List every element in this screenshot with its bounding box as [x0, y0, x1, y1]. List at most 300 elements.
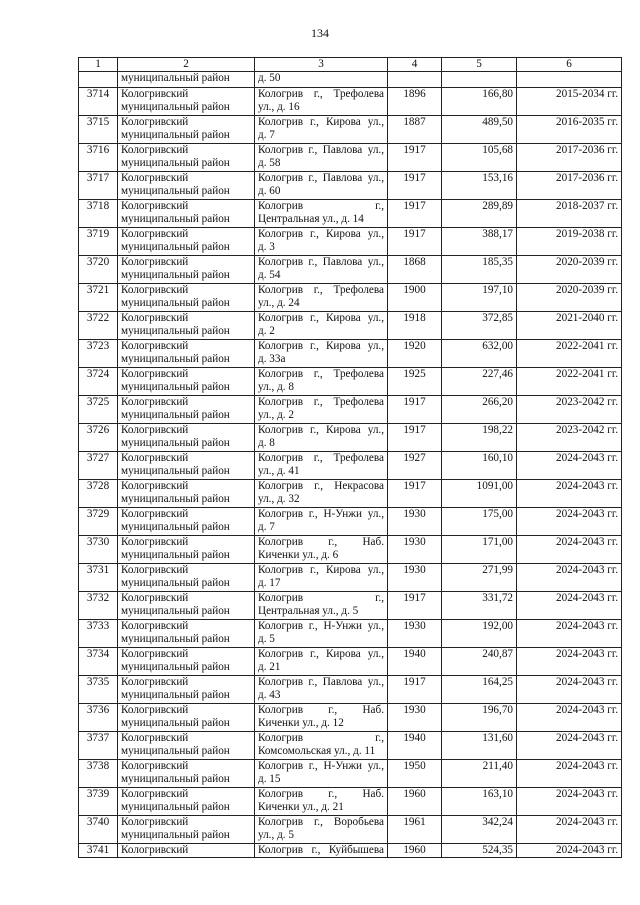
row-number-cell: 3717 [79, 172, 118, 200]
year-cell [388, 72, 442, 88]
row-number-cell: 3735 [79, 676, 118, 704]
period-cell: 2024-2043 гг. [517, 592, 622, 620]
period-cell: 2024-2043 гг. [517, 536, 622, 564]
municipality-cell [118, 620, 255, 648]
address-line-1: Кологрив г., Трефолева [258, 368, 384, 380]
address-cell [255, 760, 388, 788]
row-number-cell: 3733 [79, 620, 118, 648]
area-cell: 227,46 [442, 368, 517, 396]
municipality-cell [118, 564, 255, 592]
area-cell: 131,60 [442, 732, 517, 760]
municipality-cell [118, 424, 255, 452]
row-number-cell: 3739 [79, 788, 118, 816]
row-number-cell: 3741 [79, 844, 118, 858]
municipality-line-1: Кологривский [121, 340, 189, 352]
address-line-1: Кологрив г., Н-Унжи ул., [258, 760, 384, 772]
header-col-4: 4 [388, 58, 442, 72]
address-line-1: Кологрив г., [258, 592, 384, 604]
municipality-line-2: муниципальный район [121, 213, 230, 225]
row-number-cell: 3737 [79, 732, 118, 760]
period-cell: 2020-2039 гг. [517, 284, 622, 312]
row-number-cell: 3715 [79, 116, 118, 144]
table-row [79, 368, 622, 396]
municipality-cell [118, 452, 255, 480]
address-line-2: ул., д. 24 [258, 297, 300, 309]
address-cell [255, 704, 388, 732]
municipality-line-2: муниципальный район [121, 157, 230, 169]
municipality-cell [118, 648, 255, 676]
municipality-line-1: Кологривский [121, 172, 189, 184]
municipality-line-2: муниципальный район [121, 773, 230, 785]
municipality-line-1: Кологривский [121, 592, 189, 604]
municipality-cell [118, 88, 255, 116]
row-number-cell: 3719 [79, 228, 118, 256]
address-cell [255, 88, 388, 116]
row-number-cell: 3729 [79, 508, 118, 536]
address-line-1: Кологрив г., [258, 200, 384, 212]
address-line-2: Центральная ул., д. 5 [258, 605, 359, 617]
year-cell: 1960 [388, 788, 442, 816]
address-line-2: д. 33а [258, 353, 286, 365]
table-row [79, 172, 622, 200]
municipality-line-2: муниципальный район [121, 689, 230, 701]
address-line-1: Кологрив г., Кирова ул., [258, 116, 384, 128]
period-cell: 2023-2042 гг. [517, 424, 622, 452]
address-line-1: Кологрив г., Некрасова [258, 480, 384, 492]
table-row [79, 480, 622, 508]
table-row [79, 844, 622, 858]
period-cell: 2017-2036 гг. [517, 172, 622, 200]
period-cell: 2024-2043 гг. [517, 480, 622, 508]
address-line-2: ул., д. 8 [258, 381, 294, 393]
address-line-1: Кологрив г., Трефолева [258, 284, 384, 296]
address-line-2: ул., д. 2 [258, 409, 294, 421]
area-cell: 372,85 [442, 312, 517, 340]
address-cell [255, 676, 388, 704]
address-line-2: Комсомольская ул., д. 11 [258, 745, 376, 757]
year-cell: 1917 [388, 396, 442, 424]
period-cell: 2024-2043 гг. [517, 676, 622, 704]
table-row [79, 536, 622, 564]
year-cell: 1917 [388, 480, 442, 508]
period-cell: 2022-2041 гг. [517, 368, 622, 396]
period-cell [517, 72, 622, 88]
municipality-line-1: Кологривский [121, 312, 189, 324]
area-cell: 192,00 [442, 620, 517, 648]
year-cell: 1930 [388, 620, 442, 648]
year-cell: 1960 [388, 844, 442, 858]
municipality-line-1: Кологривский [121, 788, 189, 800]
address-line-1: Кологрив г., [258, 732, 384, 744]
housing-register-table [78, 57, 622, 858]
address-line-2: Центральная ул., д. 14 [258, 213, 364, 225]
address-line-1: Кологрив г., Кирова ул., [258, 340, 384, 352]
address-line-2: д. 2 [258, 325, 275, 337]
table-row [79, 284, 622, 312]
municipality-cell: Кологривский [118, 844, 255, 858]
municipality-line-2: муниципальный район [121, 549, 230, 561]
period-cell: 2024-2043 гг. [517, 732, 622, 760]
municipality-cell [118, 592, 255, 620]
continued-row [79, 72, 622, 88]
year-cell: 1917 [388, 200, 442, 228]
address-line-2: д. 17 [258, 577, 281, 589]
address-cell [255, 312, 388, 340]
municipality-cell [118, 704, 255, 732]
municipality-line-2: муниципальный район [121, 297, 230, 309]
year-cell: 1930 [388, 508, 442, 536]
address-cell [255, 396, 388, 424]
municipality-line-2: муниципальный район [121, 633, 230, 645]
municipality-line-1: Кологривский [121, 368, 189, 380]
address-line-1: Кологрив г., Трефолева [258, 396, 384, 408]
header-col-6: 6 [517, 58, 622, 72]
municipality-line-2: муниципальный район [121, 577, 230, 589]
area-cell: 153,16 [442, 172, 517, 200]
address-line-1: Кологрив г., Воробьева [258, 816, 384, 828]
address-line-1: Кологрив г., Трефолева [258, 88, 384, 100]
municipality-cell [118, 508, 255, 536]
municipality-line-2: муниципальный район [121, 185, 230, 197]
municipality-cell [118, 144, 255, 172]
area-cell: 196,70 [442, 704, 517, 732]
address-line-2: д. 15 [258, 773, 281, 785]
period-cell: 2024-2043 гг. [517, 816, 622, 844]
area-cell: 342,24 [442, 816, 517, 844]
row-number-cell: 3740 [79, 816, 118, 844]
municipality-line-1: Кологривский [121, 424, 189, 436]
area-cell: 632,00 [442, 340, 517, 368]
period-cell: 2024-2043 гг. [517, 620, 622, 648]
address-line-1: Кологрив г., Кирова ул., [258, 648, 384, 660]
municipality-cell [118, 116, 255, 144]
table-row [79, 88, 622, 116]
area-cell: 388,17 [442, 228, 517, 256]
municipality-line-1: Кологривский [121, 760, 189, 772]
municipality-cell [118, 172, 255, 200]
municipality-line-2: муниципальный район [121, 465, 230, 477]
row-number-cell: 3734 [79, 648, 118, 676]
header-col-1: 1 [79, 58, 118, 72]
municipality-line-2: муниципальный район [121, 241, 230, 253]
table-row [79, 676, 622, 704]
area-cell: 166,80 [442, 88, 517, 116]
address-cell [255, 508, 388, 536]
row-number-cell: 3724 [79, 368, 118, 396]
address-line-1: Кологрив г., Наб. [258, 788, 384, 800]
area-cell: 271,99 [442, 564, 517, 592]
address-cell [255, 452, 388, 480]
municipality-line-1: Кологривский [121, 200, 189, 212]
row-number-cell: 3730 [79, 536, 118, 564]
table-row [79, 620, 622, 648]
municipality-cell [118, 200, 255, 228]
area-cell: 1091,00 [442, 480, 517, 508]
address-line-2: д. 7 [258, 521, 275, 533]
address-line-2: д. 43 [258, 689, 281, 701]
municipality-line-1: Кологривский [121, 88, 189, 100]
area-cell: 211,40 [442, 760, 517, 788]
table-row [79, 396, 622, 424]
address-line-2: д. 8 [258, 437, 275, 449]
address-cell [255, 564, 388, 592]
year-cell: 1868 [388, 256, 442, 284]
address-cell [255, 284, 388, 312]
table-row [79, 228, 622, 256]
year-cell: 1920 [388, 340, 442, 368]
municipality-cell [118, 256, 255, 284]
area-cell: 266,20 [442, 396, 517, 424]
area-cell: 175,00 [442, 508, 517, 536]
row-number-cell: 3726 [79, 424, 118, 452]
address-line-1: Кологрив г., Куйбышева [258, 844, 384, 856]
address-line-1: Кологрив г., Н-Унжи ул., [258, 508, 384, 520]
table-header-row [79, 58, 622, 72]
municipality-cell [118, 760, 255, 788]
year-cell: 1917 [388, 172, 442, 200]
address-line-2: д. 58 [258, 157, 281, 169]
municipality-line-1: Кологривский [121, 676, 189, 688]
address-line-2: ул., д. 16 [258, 101, 300, 113]
year-cell: 1917 [388, 144, 442, 172]
header-col-3: 3 [255, 58, 388, 72]
municipality-line-1: Кологривский [121, 564, 189, 576]
year-cell: 1917 [388, 228, 442, 256]
table-row [79, 592, 622, 620]
area-cell: 524,35 [442, 844, 517, 858]
table-row [79, 424, 622, 452]
address-line-2: ул., д. 5 [258, 829, 294, 841]
address-cell [255, 228, 388, 256]
address-cell [255, 340, 388, 368]
municipality-line-2: муниципальный район [121, 493, 230, 505]
row-number-cell: 3725 [79, 396, 118, 424]
period-cell: 2017-2036 гг. [517, 144, 622, 172]
municipality-line-1: Кологривский [121, 732, 189, 744]
municipality-line-1: Кологривский [121, 228, 189, 240]
year-cell: 1961 [388, 816, 442, 844]
table-row [79, 760, 622, 788]
address-cell [255, 480, 388, 508]
period-cell: 2015-2034 гг. [517, 88, 622, 116]
municipality-line-1: Кологривский [121, 704, 189, 716]
municipality-line-1: Кологривский [121, 396, 189, 408]
address-line-1: Кологрив г., Н-Унжи ул., [258, 620, 384, 632]
row-number-cell: 3736 [79, 704, 118, 732]
municipality-cell [118, 480, 255, 508]
table-row [79, 648, 622, 676]
municipality-line-2: муниципальный район [121, 129, 230, 141]
address-cell [255, 592, 388, 620]
address-cell: д. 50 [255, 72, 388, 88]
row-number-cell: 3721 [79, 284, 118, 312]
row-number-cell: 3728 [79, 480, 118, 508]
period-cell: 2022-2041 гг. [517, 340, 622, 368]
address-cell [255, 200, 388, 228]
municipality-cell [118, 816, 255, 844]
period-cell: 2024-2043 гг. [517, 648, 622, 676]
period-cell: 2018-2037 гг. [517, 200, 622, 228]
address-cell [255, 648, 388, 676]
period-cell: 2023-2042 гг. [517, 396, 622, 424]
table-row [79, 312, 622, 340]
area-cell: 289,89 [442, 200, 517, 228]
municipality-cell [118, 284, 255, 312]
row-number-cell: 3718 [79, 200, 118, 228]
table-row [79, 704, 622, 732]
period-cell: 2024-2043 гг. [517, 844, 622, 858]
row-number-cell: 3722 [79, 312, 118, 340]
address-line-2: д. 21 [258, 661, 281, 673]
row-number-cell: 3720 [79, 256, 118, 284]
address-line-1: Кологрив г., Кирова ул., [258, 424, 384, 436]
address-line-1: Кологрив г., Кирова ул., [258, 228, 384, 240]
year-cell: 1917 [388, 424, 442, 452]
area-cell: 164,25 [442, 676, 517, 704]
address-cell [255, 368, 388, 396]
municipality-cell [118, 368, 255, 396]
address-line-1: Кологрив г., Кирова ул., [258, 312, 384, 324]
address-line-2: ул., д. 41 [258, 465, 300, 477]
municipality-line-1: Кологривский [121, 452, 189, 464]
year-cell: 1917 [388, 676, 442, 704]
address-line-2: д. 7 [258, 129, 275, 141]
municipality-line-1: Кологривский [121, 256, 189, 268]
year-cell: 1930 [388, 704, 442, 732]
address-line-1: Кологрив г., Павлова ул., [258, 144, 384, 156]
period-cell: 2024-2043 гг. [517, 564, 622, 592]
area-cell: 198,22 [442, 424, 517, 452]
row-number-cell: 3727 [79, 452, 118, 480]
address-line-2: д. 5 [258, 633, 275, 645]
area-cell: 105,68 [442, 144, 517, 172]
table-row [79, 452, 622, 480]
municipality-cell [118, 676, 255, 704]
municipality-line-2: муниципальный район [121, 409, 230, 421]
municipality-line-2: муниципальный район [121, 801, 230, 813]
municipality-line-1: Кологривский [121, 116, 189, 128]
municipality-cell [118, 732, 255, 760]
period-cell: 2021-2040 гг. [517, 312, 622, 340]
address-cell [255, 536, 388, 564]
table-row [79, 564, 622, 592]
municipality-line-1: Кологривский [121, 480, 189, 492]
area-cell: 160,10 [442, 452, 517, 480]
municipality-line-1: Кологривский [121, 620, 189, 632]
municipality-line-2: муниципальный район [121, 325, 230, 337]
area-cell: 331,72 [442, 592, 517, 620]
municipality-cell [118, 228, 255, 256]
address-cell [255, 816, 388, 844]
municipality-line-2: муниципальный район [121, 521, 230, 533]
area-cell: 171,00 [442, 536, 517, 564]
municipality-line-1: Кологривский [121, 648, 189, 660]
address-cell [255, 256, 388, 284]
municipality-line-2: муниципальный район [121, 101, 230, 113]
area-cell [442, 72, 517, 88]
year-cell: 1930 [388, 536, 442, 564]
area-cell: 197,10 [442, 284, 517, 312]
municipality-line-1: Кологривский [121, 284, 189, 296]
row-number-cell: 3714 [79, 88, 118, 116]
period-cell: 2024-2043 гг. [517, 788, 622, 816]
address-line-2: д. 60 [258, 185, 281, 197]
address-cell [255, 424, 388, 452]
address-line-1: Кологрив г., Кирова ул., [258, 564, 384, 576]
municipality-cell [118, 536, 255, 564]
address-line-2: Киченки ул., д. 21 [258, 801, 344, 813]
municipality-cell [118, 788, 255, 816]
table-row [79, 340, 622, 368]
period-cell: 2016-2035 гг. [517, 116, 622, 144]
table-row [79, 256, 622, 284]
year-cell: 1930 [388, 564, 442, 592]
municipality-cell [118, 396, 255, 424]
area-cell: 489,50 [442, 116, 517, 144]
table-row [79, 200, 622, 228]
year-cell: 1940 [388, 648, 442, 676]
period-cell: 2024-2043 гг. [517, 760, 622, 788]
year-cell: 1927 [388, 452, 442, 480]
municipality-line-1: Кологривский [121, 536, 189, 548]
address-cell [255, 732, 388, 760]
municipality-line-2: муниципальный район [121, 661, 230, 673]
address-line-2: д. 3 [258, 241, 275, 253]
year-cell: 1950 [388, 760, 442, 788]
municipality-line-2: муниципальный район [121, 381, 230, 393]
row-number-cell: 3738 [79, 760, 118, 788]
row-number-cell [79, 72, 118, 88]
table-row [79, 508, 622, 536]
row-number-cell: 3716 [79, 144, 118, 172]
address-line-1: Кологрив г., Трефолева [258, 452, 384, 464]
municipality-cell [118, 312, 255, 340]
period-cell: 2020-2039 гг. [517, 256, 622, 284]
address-line-1: Кологрив г., Наб. [258, 536, 384, 548]
address-line-1: Кологрив г., Павлова ул., [258, 676, 384, 688]
address-line-2: Киченки ул., д. 12 [258, 717, 344, 729]
address-cell [255, 172, 388, 200]
municipality-line-2: муниципальный район [121, 605, 230, 617]
year-cell: 1925 [388, 368, 442, 396]
municipality-line-1: Кологривский [121, 508, 189, 520]
address-cell [255, 116, 388, 144]
address-line-1: Кологрив г., Павлова ул., [258, 256, 384, 268]
address-cell [255, 788, 388, 816]
address-cell [255, 844, 388, 858]
municipality-line-1: Кологривский [121, 816, 189, 828]
period-cell: 2024-2043 гг. [517, 508, 622, 536]
municipality-line-2: муниципальный район [121, 829, 230, 841]
header-col-5: 5 [442, 58, 517, 72]
municipality-line-2: муниципальный район [121, 269, 230, 281]
table-row [79, 788, 622, 816]
year-cell: 1887 [388, 116, 442, 144]
municipality-line-2: муниципальный район [121, 437, 230, 449]
row-number-cell: 3732 [79, 592, 118, 620]
row-number-cell: 3723 [79, 340, 118, 368]
address-line-2: Киченки ул., д. 6 [258, 549, 339, 561]
year-cell: 1918 [388, 312, 442, 340]
municipality-cell: муниципальный район [118, 72, 255, 88]
area-cell: 185,35 [442, 256, 517, 284]
table-row [79, 144, 622, 172]
address-cell [255, 144, 388, 172]
area-cell: 163,10 [442, 788, 517, 816]
municipality-line-2: муниципальный район [121, 353, 230, 365]
municipality-line-1: Кологривский [121, 144, 189, 156]
year-cell: 1896 [388, 88, 442, 116]
